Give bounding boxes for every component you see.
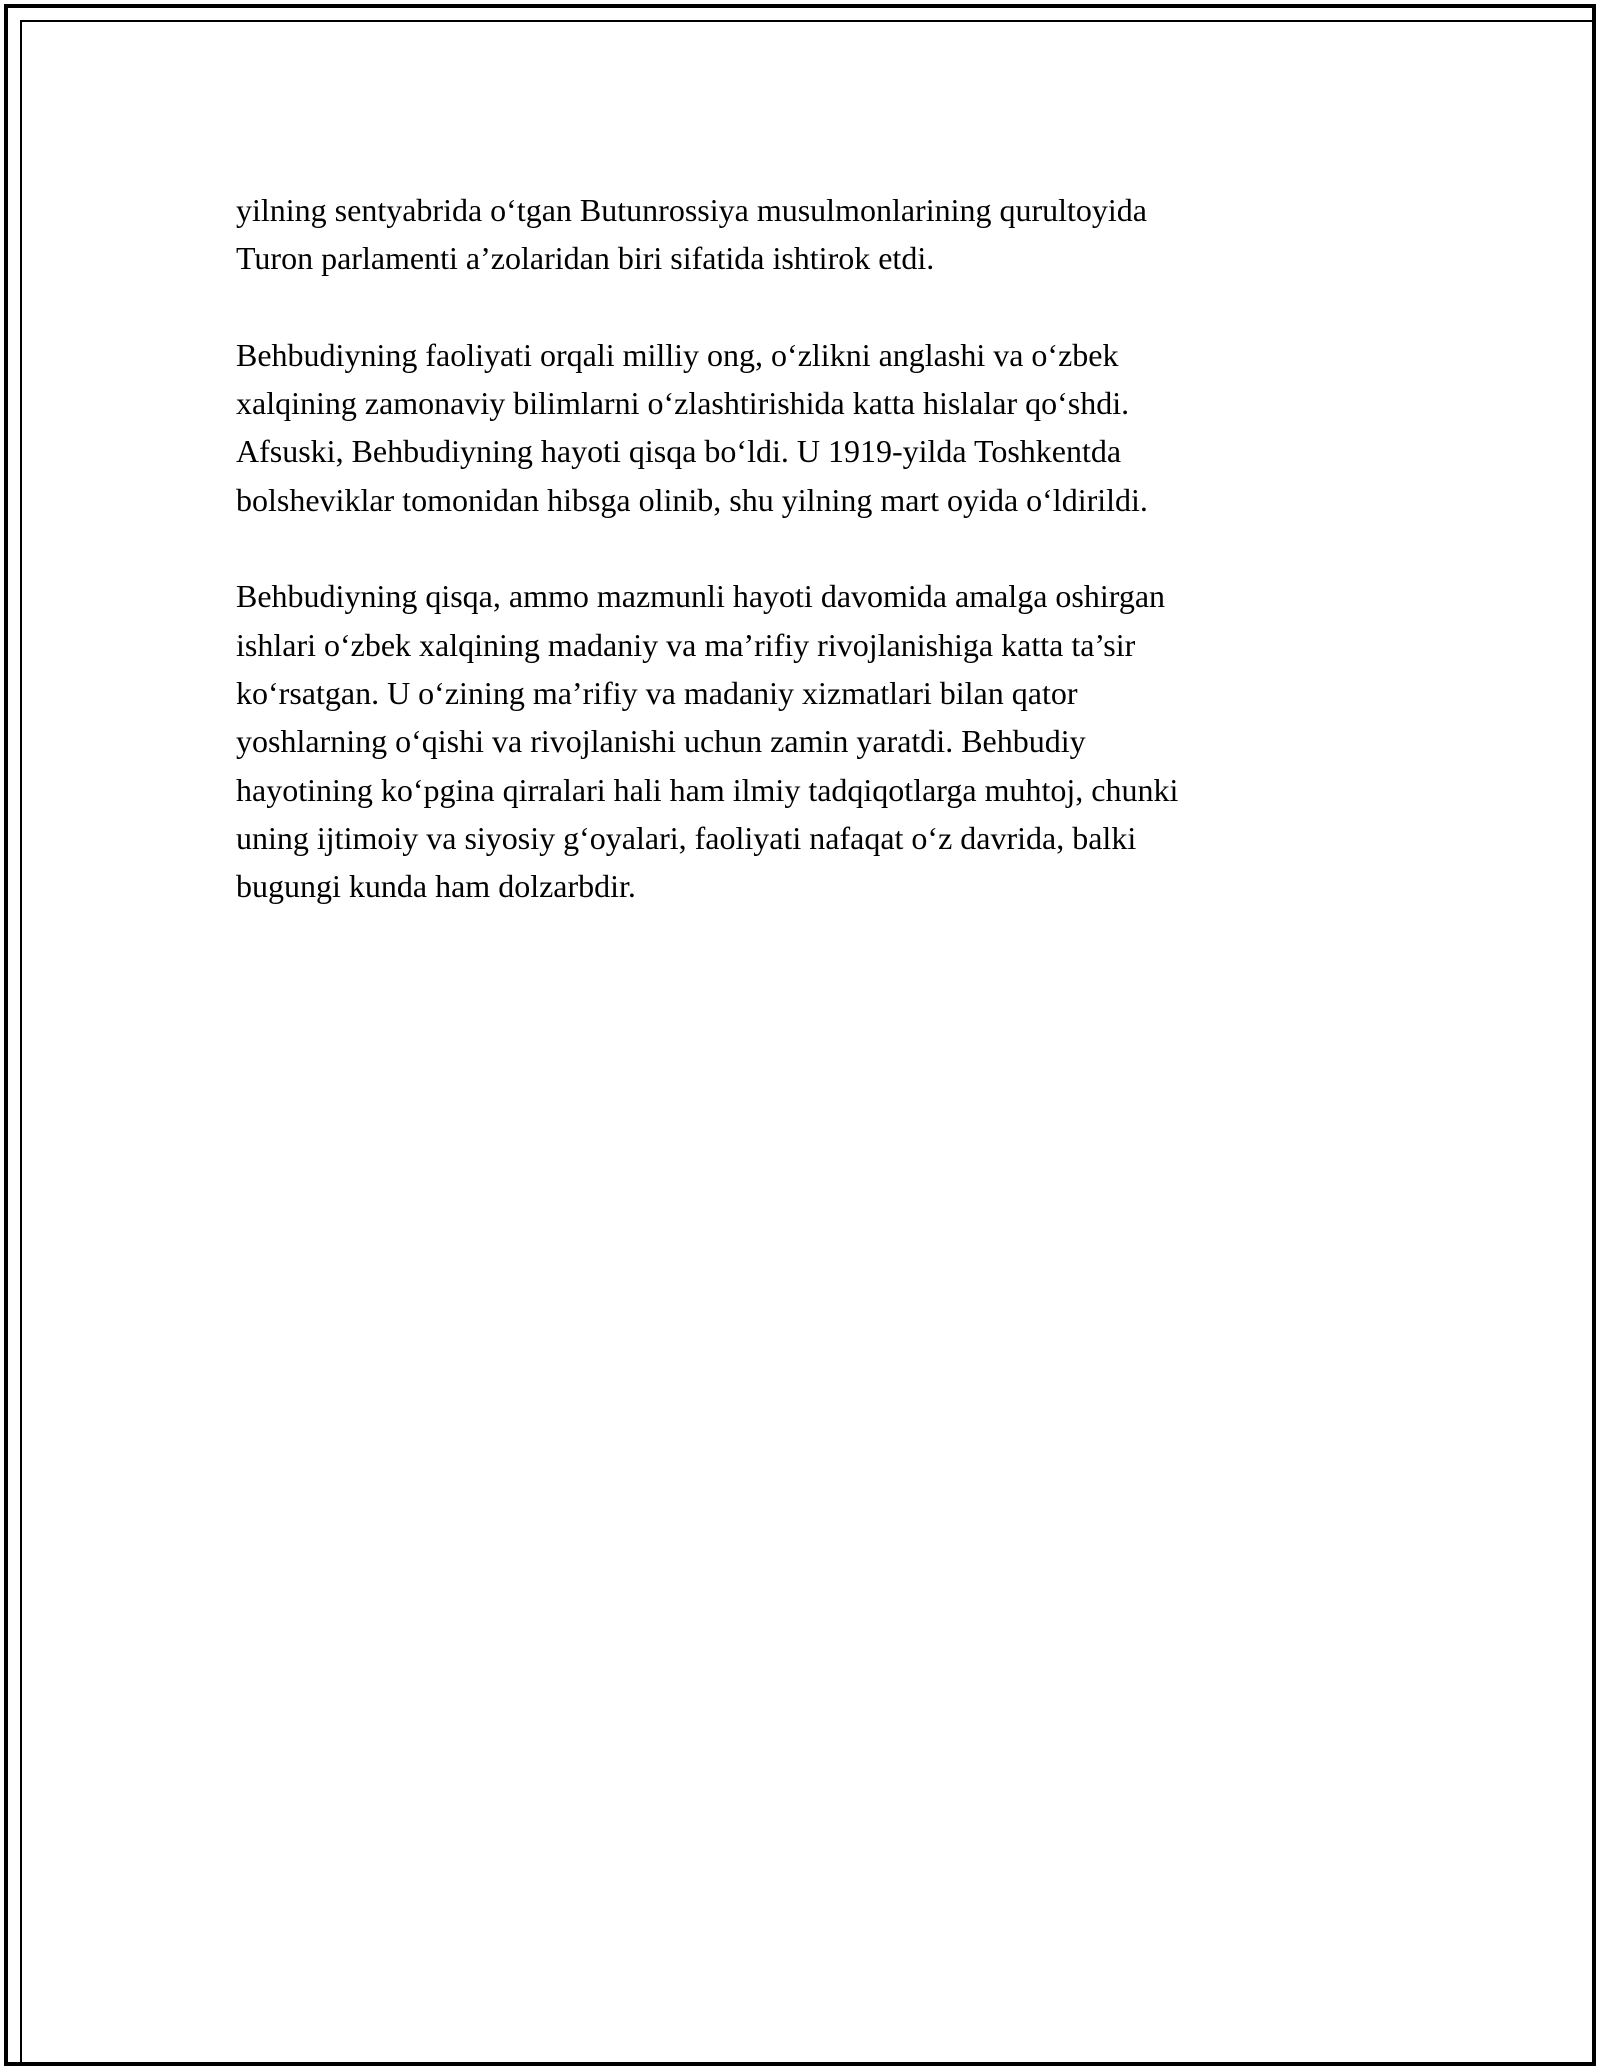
text-line: Behbudiyning qisqa, ammo mazmunli hayoti davomida amalga oshirgan [236, 578, 1166, 615]
text-line: Behbudiyning faoliyati orqali milliy ong, o‘zlikni anglashi va o‘zbek [236, 336, 1119, 373]
text-line: bugungi kunda ham dolzarbdir. [236, 868, 636, 905]
text-line: Afsuski, Behbudiyning hayoti qisqa bo‘ldi. U 1919-yilda Toshkentda [236, 433, 1122, 470]
text-line: ishlari o‘zbek xalqining madaniy va ma’rifiy rivojlanishiga katta ta’sir [236, 626, 1136, 663]
document-body [236, 186, 1376, 959]
text-line: hayotining ko‘pgina qirralari hali ham ilmiy tadqiqotlarga muhtoj, chunki [236, 771, 1179, 808]
text-line: ko‘rsatgan. U o‘zining ma’rifiy va madaniy xizmatlari bilan qator [236, 674, 1078, 711]
text-line: bolsheviklar tomonidan hibsga olinib, shu yilning mart oyida o‘ldirildi. [236, 481, 1148, 518]
paragraph-2 [236, 331, 1376, 524]
paragraph-3 [236, 572, 1376, 910]
text-line: uning ijtimoiy va siyosiy g‘oyalari, faoliyati nafaqat o‘z davrida, balki [236, 819, 1137, 856]
text-line: yoshlarning o‘qishi va rivojlanishi uchun zamin yaratdi. Behbudiy [236, 723, 1086, 760]
text-line: yilning sentyabrida o‘tgan Butunrossiya musulmonlarining qurultoyida [236, 192, 1147, 228]
text-line: Turon parlamenti a’zolaridan biri sifatida ishtirok etdi. [236, 240, 935, 277]
text-line: xalqining zamonaviy bilimlarni o‘zlashtirishida katta hislalar qo‘shdi. [236, 385, 1130, 422]
paragraph-1 [236, 186, 1376, 283]
